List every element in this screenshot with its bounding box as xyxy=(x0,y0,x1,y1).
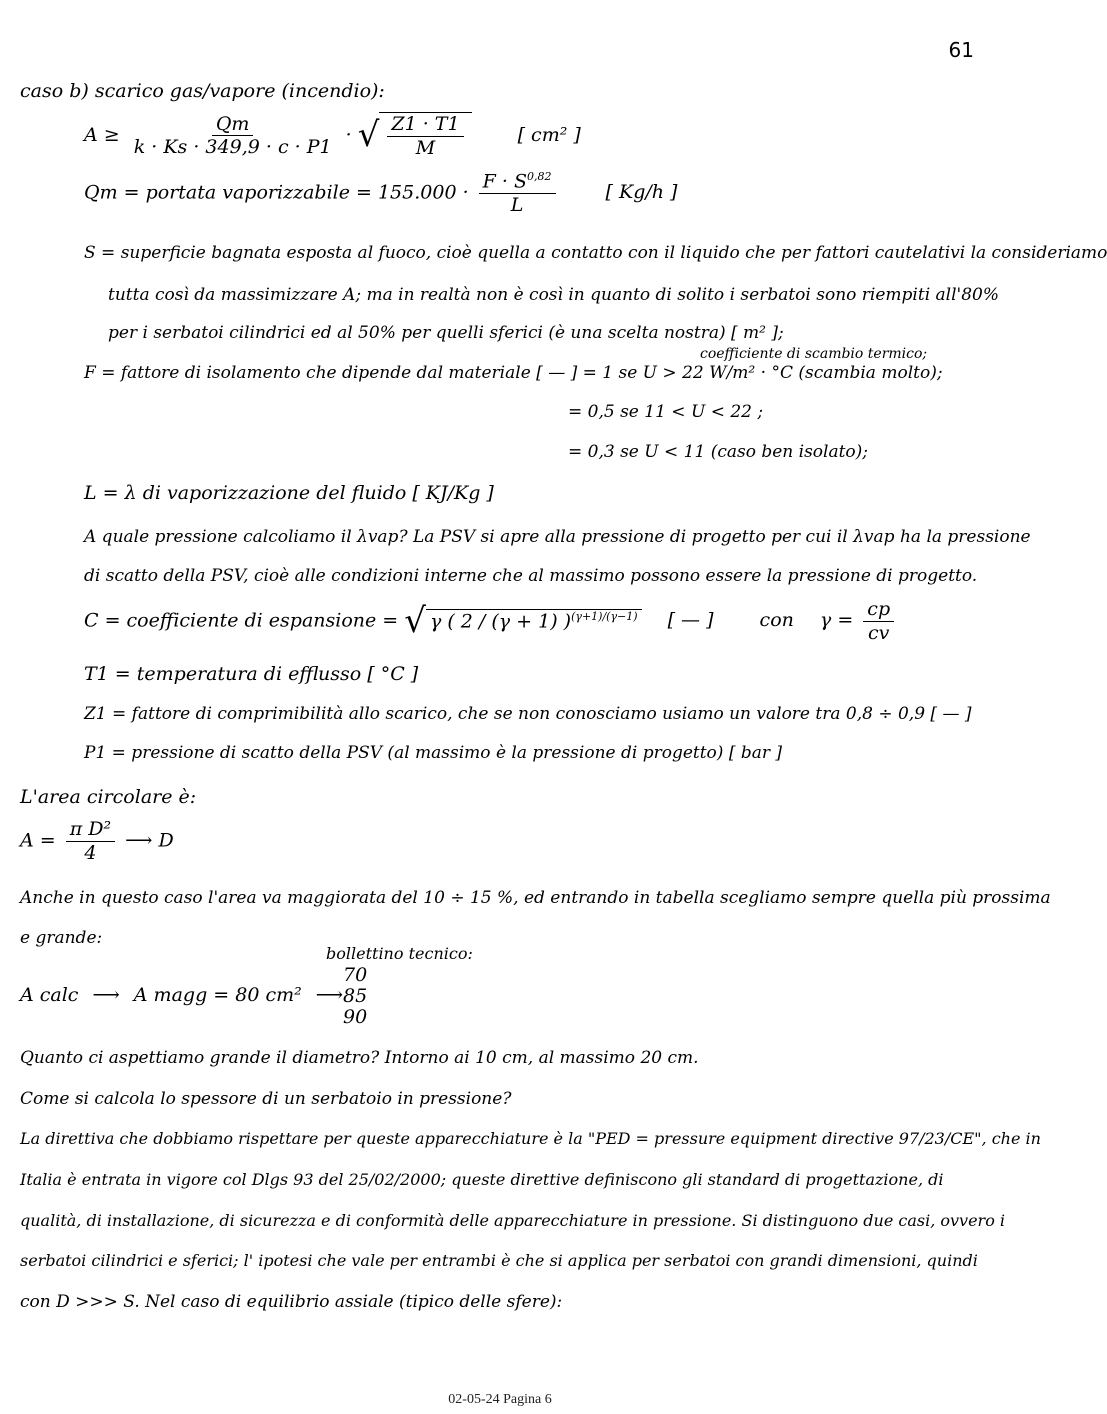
catalog-value-2: 85 xyxy=(343,985,368,1007)
formula-Qm-unit: [ Kg/h ] xyxy=(605,181,678,204)
P-def: P1 = pressione di scatto della PSV (al massimo è la pressione di progetto) [ bar ] xyxy=(84,743,783,763)
C-def-lhs: C = coefficiente di espansione = xyxy=(84,609,399,632)
C-def-sqrt xyxy=(404,601,641,642)
S-def-line-3: per i serbatoi cilindrici ed al 50% per quelli sferici (è una scelta nostra) [ m² ]; xyxy=(108,323,784,343)
formula-A-den: k · Ks · 349,9 · c · P1 xyxy=(133,136,332,159)
formula-A-num: Qm xyxy=(212,113,254,137)
F-def-line-3: = 0,3 se U < 11 (caso ben isolato); xyxy=(568,442,869,462)
C-def-gamma: γ = xyxy=(819,609,854,632)
formula-A-sqrt-fraction xyxy=(387,113,463,160)
formula-A-sqrt-den: M xyxy=(415,136,436,159)
area-formula-rhs: D xyxy=(158,829,174,852)
C-def-cv: cv xyxy=(868,621,890,644)
chain-a-magg: A magg = 80 cm² xyxy=(133,984,302,1006)
area-formula-fraction xyxy=(66,818,115,865)
C-def-exp: (γ+1)/(γ−1) xyxy=(571,610,638,624)
sqrt-sign-icon: √ xyxy=(404,600,426,641)
catalog-value-3: 90 xyxy=(343,1006,368,1028)
F-def-line-1: F = fattore di isolamento che dipende dal materiale [ — ] = 1 se U > 22 W/m² · °C (scambia molto); xyxy=(84,363,943,383)
F-annotation: coefficiente di scambio termico; xyxy=(700,346,928,362)
formula-Qm-lhs: Qm = portata vaporizzabile = 155.000 · xyxy=(84,181,469,204)
page-number: 61 xyxy=(948,38,974,62)
footer: 02-05-24 Pagina 6 xyxy=(448,1392,552,1407)
question-line-2: di scatto della PSV, cioè alle condizioni interne che al massimo possono essere la pressione di progetto. xyxy=(84,566,978,586)
C-def-cp: cp xyxy=(863,598,894,622)
final-line-1: Quanto ci aspettiamo grande il diametro? Intorno ai 10 cm, al massimo 20 cm. xyxy=(20,1048,699,1068)
formula-A-unit: [ cm² ] xyxy=(517,123,581,146)
chain-a-calc: A calc xyxy=(20,984,79,1006)
catalog-label: bollettino tecnico: xyxy=(326,944,473,963)
C-def-inner: γ ( 2 / (γ + 1) ) xyxy=(429,610,572,633)
area-formula xyxy=(20,818,174,865)
formula-Qm-den: L xyxy=(510,194,524,217)
formula-Qm-fraction xyxy=(479,170,556,217)
L-def: L = λ di vaporizzazione del fluido [ KJ/Kg ] xyxy=(84,482,494,504)
formula-A-sqrt xyxy=(358,112,472,160)
formula-A-dot: · xyxy=(345,123,352,146)
final-line-7: con D >>> S. Nel caso di equilibrio assiale (tipico delle sfere): xyxy=(20,1292,563,1312)
chain xyxy=(20,984,351,1007)
final-line-5: qualità, di installazione, di sicurezza e di conformità delle apparecchiature in pressione. Si distinguono due casi, ovvero i xyxy=(20,1211,1006,1230)
final-line-6: serbatoi cilindrici e sferici; l' ipotesi che vale per entrambi è che si applica per serbatoi con grandi dimensioni, quindi xyxy=(20,1251,978,1270)
area-formula-num: π D² xyxy=(66,818,115,842)
formula-Qm-num: F · S xyxy=(482,170,527,193)
question-line-1: A quale pressione calcoliamo il λvap? La PSV si apre alla pressione di progetto per cui il λvap ha la pressione xyxy=(84,527,1031,547)
F-def-line-2: = 0,5 se 11 < U < 22 ; xyxy=(568,402,764,422)
formula-A-lhs: A ≥ xyxy=(84,123,120,146)
increase-line-2: e grande: xyxy=(20,928,103,948)
arrow-right-icon: ⟶ xyxy=(315,984,344,1006)
formula-A xyxy=(84,112,581,160)
sqrt-sign-icon: √ xyxy=(357,115,380,156)
C-def-unit: [ — ] xyxy=(667,609,714,632)
final-line-4: Italia è entrata in vigore col Dlgs 93 del 25/02/2000; queste direttive definiscono gli standard di progettazione, di xyxy=(20,1170,944,1189)
catalog-value-1: 70 xyxy=(343,964,368,986)
section-title: caso b) scarico gas/vapore (incendio): xyxy=(20,80,385,102)
S-def-line-2: tutta così da massimizzare A; ma in realtà non è così in quanto di solito i serbatoi sono riempiti all'80% xyxy=(108,285,999,305)
formula-Qm xyxy=(84,170,677,217)
area-intro: L'area circolare è: xyxy=(20,786,197,808)
formula-Qm-exp: 0,82 xyxy=(527,170,552,183)
Z-def: Z1 = fattore di comprimibilità allo scarico, che se non conosciamo usiamo un valore tra 0,8 ÷ 0,9 [ — ] xyxy=(84,704,972,724)
C-def xyxy=(84,598,898,645)
C-def-con: con xyxy=(759,609,794,632)
C-def-gamma-fraction xyxy=(863,598,894,645)
area-formula-lhs: A = xyxy=(20,829,56,852)
area-formula-den: 4 xyxy=(84,841,97,864)
formula-A-fraction xyxy=(130,113,336,160)
formula-A-sqrt-num: Z1 · T1 xyxy=(387,113,463,137)
final-line-2: Come si calcola lo spessore di un serbatoio in pressione? xyxy=(20,1089,512,1109)
T-def: T1 = temperatura di efflusso [ °C ] xyxy=(84,663,419,685)
final-line-3: La direttiva che dobbiamo rispettare per queste apparecchiature è la "PED = pressure equipment directive 97/23/CE", che in xyxy=(20,1129,1041,1148)
arrow-right-icon: ⟶ xyxy=(125,829,153,852)
increase-line-1: Anche in questo caso l'area va maggiorata del 10 ÷ 15 %, ed entrando in tabella scegliamo sempre quella più prossima xyxy=(20,888,1051,908)
arrow-right-icon: ⟶ xyxy=(92,984,120,1006)
S-def-line-1: S = superficie bagnata esposta al fuoco, cioè quella a contatto con il liquido che per fattori cautelativi la consideriamo xyxy=(84,243,1107,263)
